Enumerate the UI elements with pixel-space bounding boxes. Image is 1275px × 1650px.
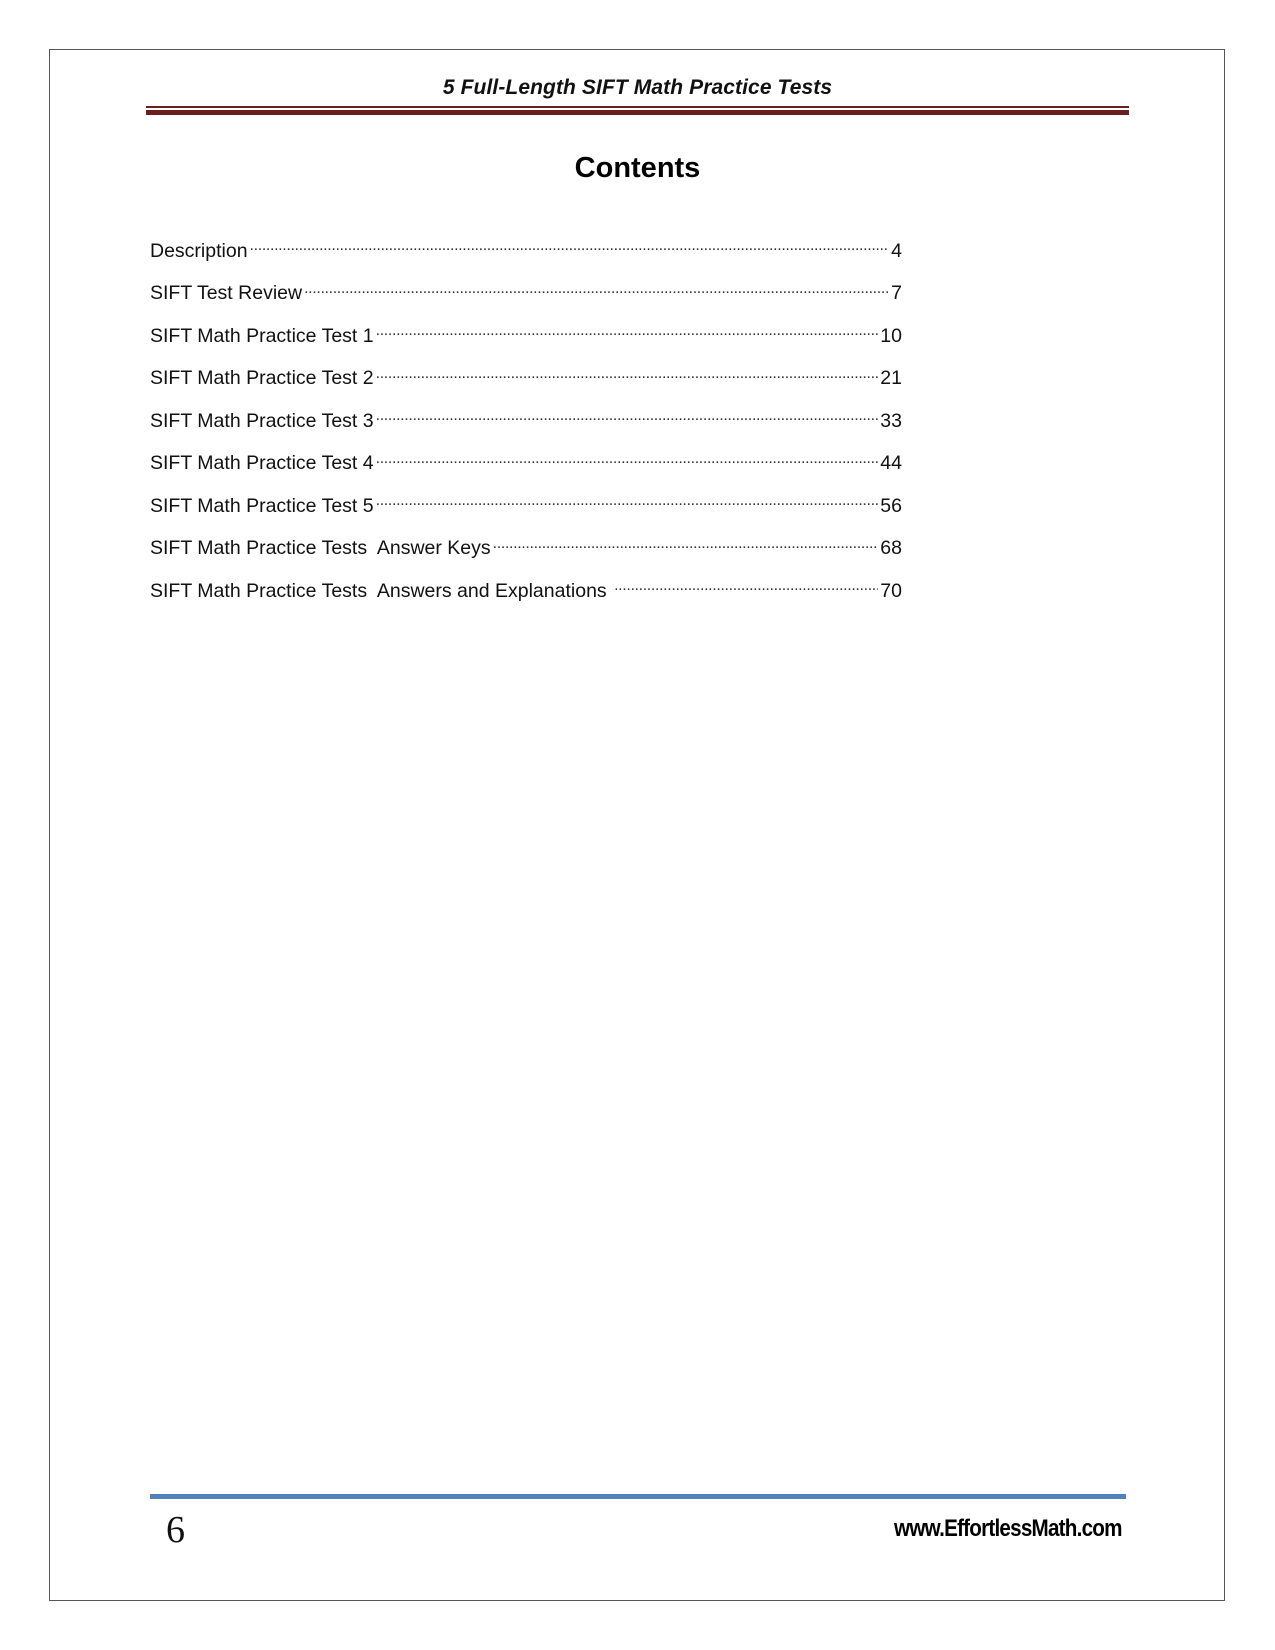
toc-page-number: 21 (880, 367, 902, 389)
toc-entry[interactable] (150, 365, 902, 408)
toc-entry[interactable] (150, 280, 902, 323)
toc-page-number: 70 (880, 579, 902, 602)
toc-entry-title: SIFT Math Practice Tests Answers and Explanations (150, 579, 613, 602)
toc-entry[interactable] (150, 450, 902, 493)
toc-entry[interactable] (150, 577, 902, 620)
toc-page-number: 10 (880, 324, 902, 347)
toc-dot-leader (376, 407, 879, 427)
toc-dot-leader (376, 322, 879, 342)
contents-heading: Contents (574, 152, 701, 184)
toc-entry-title: SIFT Math Practice Test 1 (150, 324, 374, 347)
toc-page-number: 33 (880, 409, 902, 432)
running-header: 5 Full-Length SIFT Math Practice Tests (442, 76, 833, 99)
toc-entry-title: SIFT Math Practice Test 3 (150, 409, 374, 432)
toc-dot-leader (304, 280, 889, 300)
page-number: 6 (166, 1509, 185, 1551)
toc-entry[interactable] (150, 237, 902, 280)
toc-entry[interactable] (150, 492, 902, 535)
toc-dot-leader (614, 577, 878, 597)
toc-entry-title: SIFT Math Practice Test 5 (150, 494, 374, 517)
toc-page-number: 7 (891, 282, 902, 304)
toc-entry-title: SIFT Math Practice Test 2 (150, 367, 374, 389)
toc-entry[interactable] (150, 322, 902, 365)
toc-page-number: 68 (880, 537, 902, 559)
table-of-contents (150, 237, 902, 620)
toc-dot-leader (250, 237, 890, 257)
footer-website[interactable]: www.EffortlessMath.com (894, 1515, 1122, 1542)
toc-entry-title: SIFT Math Practice Test 4 (150, 452, 374, 474)
toc-entry-title: SIFT Math Practice Tests Answer Keys (150, 537, 491, 559)
toc-dot-leader (376, 365, 879, 385)
toc-dot-leader (493, 535, 879, 555)
footer-rule (150, 1494, 1126, 1499)
toc-entry-title: Description (150, 239, 248, 262)
toc-entry-title: SIFT Test Review (150, 282, 303, 304)
header-rule-thick (146, 110, 1129, 115)
toc-dot-leader (376, 450, 879, 470)
header-rule-thin (146, 106, 1129, 108)
toc-entry[interactable] (150, 407, 902, 450)
toc-page-number: 56 (880, 494, 902, 517)
toc-page-number: 44 (880, 452, 902, 474)
toc-entry[interactable] (150, 535, 902, 578)
toc-page-number: 4 (891, 239, 902, 262)
toc-dot-leader (376, 492, 879, 512)
